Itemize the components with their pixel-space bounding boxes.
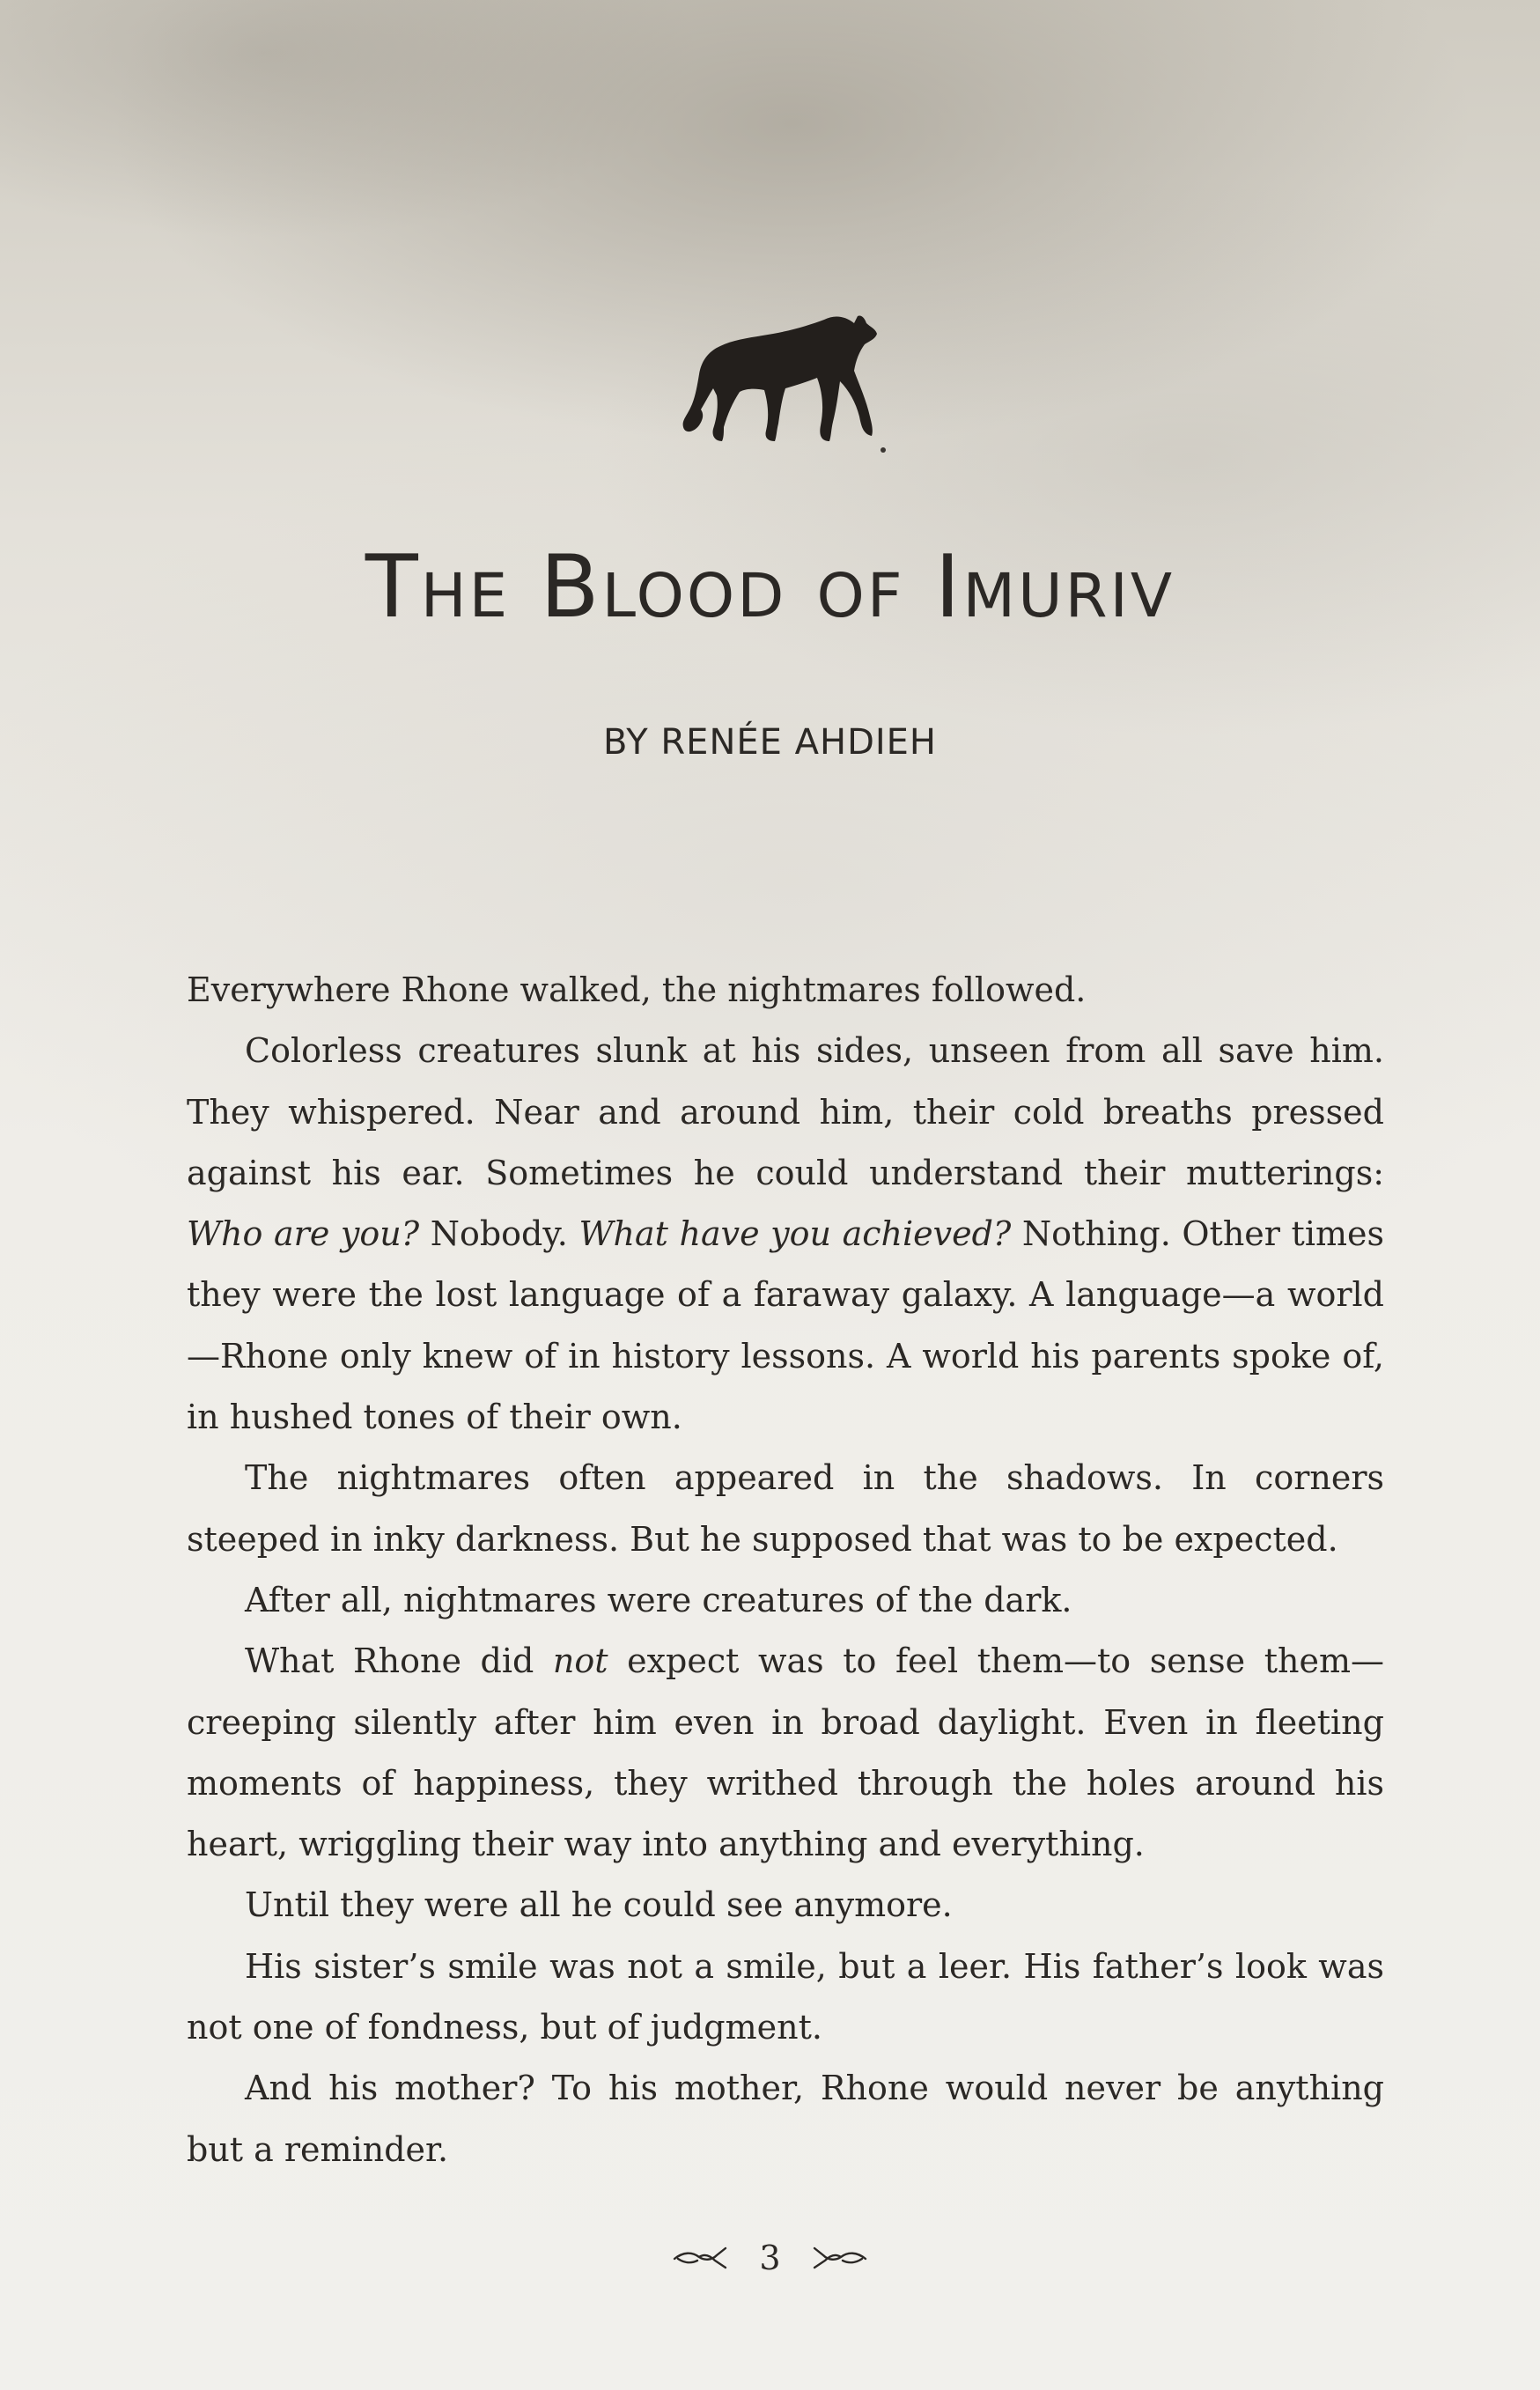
page-footer <box>0 2235 1540 2277</box>
story-body <box>187 960 1384 2180</box>
story-title: The Blood of Imuriv <box>365 537 1175 638</box>
paragraph: After all, nightmares were creatures of the dark. <box>245 1580 1072 1619</box>
page-number: 3 <box>759 2238 781 2277</box>
paragraph: Everywhere Rhone walked, the nightmares followed. <box>187 970 1087 1009</box>
panther-icon <box>669 304 889 454</box>
paragraph: The nightmares often appeared in the shadows. In corners steeped in inky darkness. But he supposed that was to be expected. <box>187 1458 1384 1559</box>
flourish-left-icon <box>671 2245 733 2271</box>
paragraph: And his mother? To his mother, Rhone would never be anything but a reminder. <box>187 2069 1384 2169</box>
paragraph: Colorless creatures slunk at his sides, unseen from all save him. They whispered. Near and around him, their cold breaths pressed against his ear. Sometimes he could understand their mutterings: Who are you? Nobody. What have you achieved? Nothing. Other times they were the lost language of a faraway galaxy. A language—a world—Rhone only knew of in history lessons. A world his parents spoke of, in hushed tones of their own. <box>187 1031 1384 1437</box>
flourish-right-icon <box>807 2245 869 2271</box>
paragraph: Until they were all he could see anymore. <box>245 1885 953 1925</box>
paragraph: His sister’s smile was not a smile, but a leer. His father’s look was not one of fondness, but of judgment. <box>187 1946 1384 2047</box>
paragraph: What Rhone did not expect was to feel them—to sense them—creeping silently after him even in broad daylight. Even in fleeting moments of happiness, they writhed through the holes around his heart, wriggling their way into anything and everything. <box>187 1641 1384 1864</box>
author-byline: BY RENÉE AHDIEH <box>602 722 938 763</box>
